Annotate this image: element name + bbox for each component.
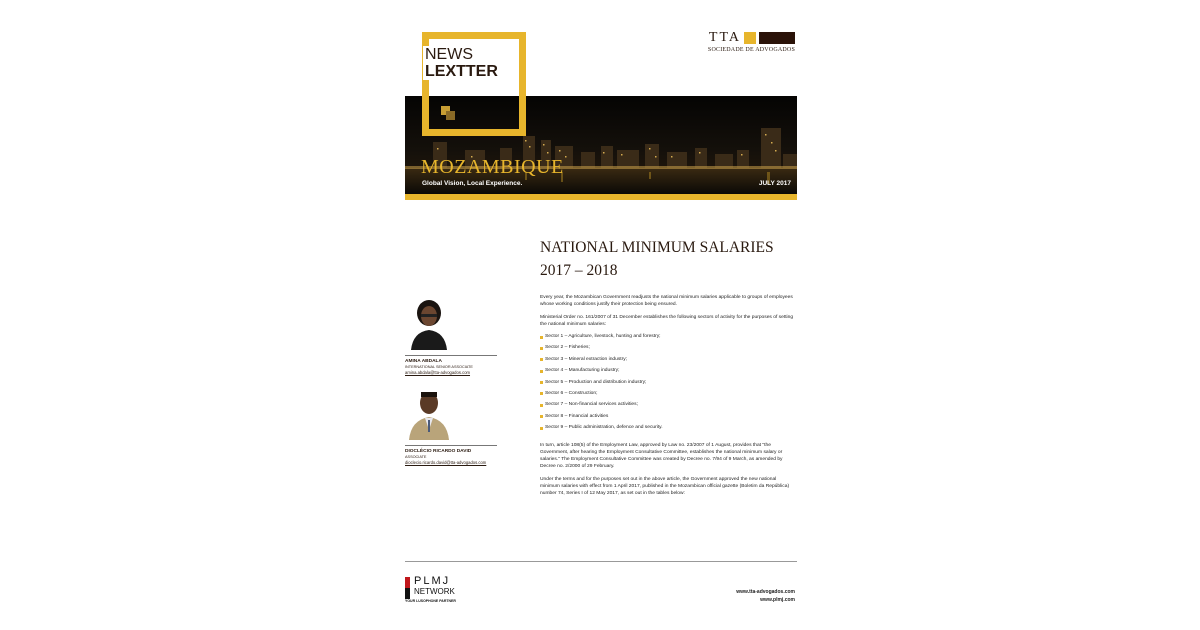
sector-item: Sector 7 – Non-financial services activities; — [540, 401, 796, 412]
sector-item: Sector 3 – Mineral extraction industry; — [540, 356, 796, 367]
employment-law-paragraph: In turn, article 108(5) of the Employment Law, approved by Law no. 23/2007 of 1 August, provides that "the Government, after hearing the Employment Consultative Committee, establishes the national minimum salary or salaries." The Employment Consultative Committee was created by Decree no. 7/94 of 9 March, as amended by Decree no. 2/2000 of 29 February. — [540, 442, 783, 469]
plmj-network-word: NETWORK — [414, 587, 455, 596]
country-title: MOZAMBIQUE — [421, 156, 564, 178]
author-role: ASSOCIATE — [405, 455, 427, 459]
article-title-line1: NATIONAL MINIMUM SALARIES — [540, 239, 774, 256]
intro-paragraph: Every year, the Mozambican Government readjusts the national minimum salaries applicable to groups of employees whose working conditions justify their protection being ensured. — [540, 295, 793, 307]
tta-subtitle: SOCIEDADE DE ADVOGADOS — [707, 47, 795, 53]
sector-item: Sector 5 – Production and distribution industry; — [540, 379, 796, 390]
tta-logo — [708, 30, 795, 53]
author-email[interactable]: amina.abdala@tta-advogados.com — [405, 370, 471, 375]
plmj-name: PLMJ — [414, 575, 451, 587]
author-photo — [407, 296, 453, 350]
news-word-line2: LEXTTER — [425, 63, 498, 80]
plmj-website-link[interactable]: www.plmj.com — [760, 597, 795, 603]
author-photo — [407, 386, 453, 440]
article-title-line2: 2017 – 2018 — [540, 262, 618, 279]
sector-item: Sector 8 – Financial activities — [540, 413, 796, 424]
tta-dark-bar — [759, 32, 795, 44]
article-body — [540, 294, 796, 503]
author-name: AMINA ABDALA — [405, 359, 442, 364]
tagline: Global Vision, Local Experience. — [422, 180, 523, 187]
news-word-line1: NEWS — [425, 46, 473, 63]
footer-links — [736, 588, 795, 604]
tta-logo-text: TTA — [708, 30, 741, 45]
author-divider — [405, 355, 497, 356]
sector-item: Sector 9 – Public administration, defence and security. — [540, 424, 796, 435]
sector-list — [540, 333, 796, 436]
plmj-mark-icon — [405, 577, 410, 599]
author-divider — [405, 445, 497, 446]
sector-item: Sector 6 – Construction; — [540, 390, 796, 401]
author-role: INTERNATIONAL SENIOR ASSOCIATE — [405, 365, 473, 369]
banner-gold-bar — [405, 194, 797, 200]
sector-item: Sector 1 – Agriculture, livestock, hunting and forestry; — [540, 333, 796, 344]
tta-gold-square — [744, 32, 756, 44]
author-card — [405, 296, 497, 375]
article-title — [540, 236, 790, 282]
sector-item: Sector 4 – Manufacturing industry; — [540, 367, 796, 378]
footer-divider — [405, 561, 797, 562]
newsletter-page — [405, 0, 797, 630]
squares-icon — [441, 106, 455, 120]
author-email[interactable]: dioclecio.ricardo.david@tta-advogados.com — [405, 460, 487, 465]
sector-item: Sector 2 – Fisheries; — [540, 344, 796, 355]
issue-date: JULY 2017 — [758, 180, 791, 187]
approval-paragraph: Under the terms and for the purposes set out in the above article, the Government approved the new national minimum salaries with effect from 1 April 2017, published in the Mozambican official gazette (Boletim da República) number 74, Series I of 12 May 2017, as set out in the tables below: — [540, 476, 790, 496]
author-name: DIOCLÉCIO RICARDO DAVID — [405, 449, 472, 454]
author-card — [405, 386, 497, 465]
plmj-tagline: YOUR LUSOPHONE PARTNER — [405, 599, 456, 603]
tta-website-link[interactable]: www.tta-advogados.com — [736, 589, 795, 595]
newsletter-logo — [423, 46, 500, 80]
ministerial-order-paragraph: Ministerial Order no. 161/2007 of 31 December establishes the following sectors of activity for the purposes of setting the national minimum salaries: — [540, 315, 794, 327]
